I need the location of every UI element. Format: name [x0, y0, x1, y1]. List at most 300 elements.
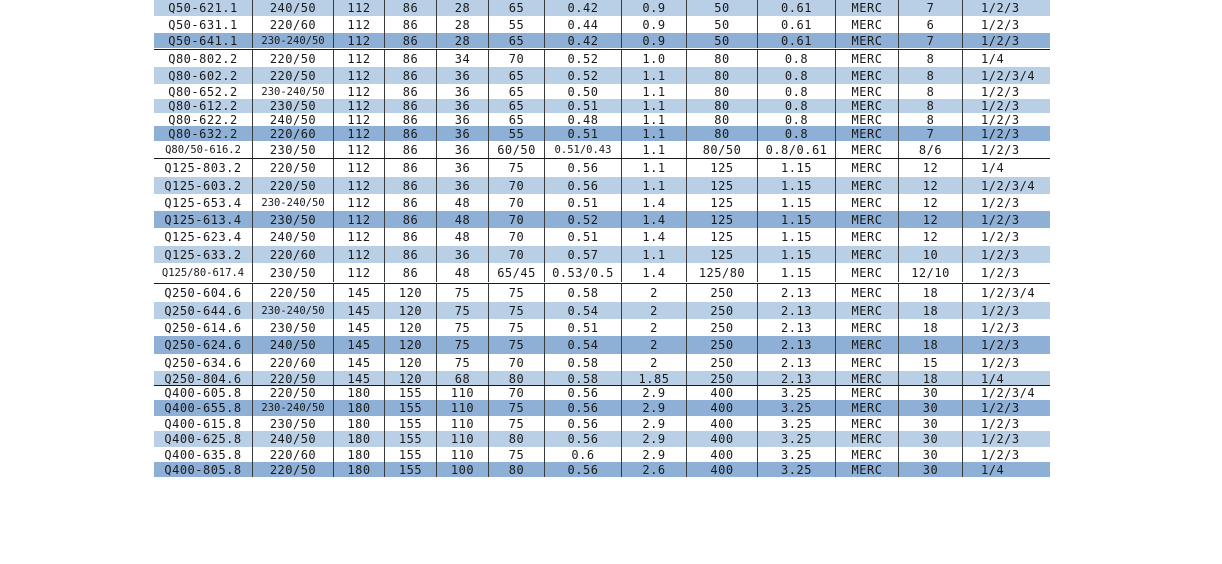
cell-model: Q50-631.1: [154, 16, 253, 33]
table-row: [154, 246, 1050, 263]
cell-voltage: 230-240/50: [253, 84, 334, 99]
cell-col-11: MERC: [836, 0, 899, 16]
cell-col-6: 70: [489, 211, 545, 228]
cell-col-10: 1.15: [758, 159, 836, 177]
cell-model: Q125-653.4: [154, 194, 253, 211]
cell-col-12: 30: [899, 431, 963, 447]
cell-col-7: 0.6: [545, 447, 622, 462]
cell-col-11: MERC: [836, 126, 899, 141]
cell-voltage: 230/50: [253, 141, 334, 159]
table-row: [154, 67, 1050, 84]
table-row: [154, 0, 1050, 16]
cell-col-6: 80: [489, 462, 545, 477]
cell-col-6: 65: [489, 33, 545, 48]
cell-voltage: 230-240/50: [253, 33, 334, 48]
cell-col-9: 80: [687, 84, 758, 99]
cell-col-7: 0.58: [545, 354, 622, 371]
cell-col-11: MERC: [836, 302, 899, 319]
cell-model: Q400-605.8: [154, 386, 253, 400]
cell-col-3: 112: [334, 67, 385, 84]
cell-col-7: 0.52: [545, 211, 622, 228]
cell-col-8: 1.1: [622, 84, 687, 99]
cell-col-10: 0.8: [758, 99, 836, 113]
cell-col-8: 2.9: [622, 431, 687, 447]
cell-col-10: 0.8/0.61: [758, 141, 836, 159]
cell-model: Q250-614.6: [154, 319, 253, 336]
table-row: [154, 126, 1050, 141]
cell-col-4: 86: [385, 211, 437, 228]
cell-col-6: 55: [489, 126, 545, 141]
cell-voltage: 220/50: [253, 159, 334, 177]
cell-col-10: 2.13: [758, 302, 836, 319]
cell-col-3: 145: [334, 302, 385, 319]
cell-col-4: 86: [385, 228, 437, 246]
cell-col-11: MERC: [836, 16, 899, 33]
cell-col-4: 86: [385, 159, 437, 177]
cell-col-5: 28: [437, 33, 489, 48]
cell-col-4: 86: [385, 141, 437, 159]
cell-col-3: 112: [334, 33, 385, 48]
cell-voltage: 220/50: [253, 462, 334, 477]
cell-col-10: 1.15: [758, 263, 836, 282]
cell-col-9: 400: [687, 400, 758, 416]
cell-col-11: MERC: [836, 99, 899, 113]
cell-model: Q400-655.8: [154, 400, 253, 416]
table-row: [154, 16, 1050, 33]
cell-col-8: 1.1: [622, 67, 687, 84]
cell-col-5: 28: [437, 16, 489, 33]
cell-col-9: 80/50: [687, 141, 758, 159]
cell-col-6: 60/50: [489, 141, 545, 159]
cell-col-7: 0.52: [545, 50, 622, 67]
cell-col-9: 80: [687, 67, 758, 84]
cell-col-8: 2.9: [622, 416, 687, 431]
cell-model: Q125-603.2: [154, 177, 253, 194]
cell-col-13: 1/2/3: [981, 113, 1020, 126]
cell-col-6: 70: [489, 228, 545, 246]
cell-voltage: 220/60: [253, 354, 334, 371]
cell-col-6: 75: [489, 159, 545, 177]
cell-col-8: 1.1: [622, 99, 687, 113]
cell-col-11: MERC: [836, 113, 899, 126]
cell-col-13: 1/2/3: [981, 126, 1020, 141]
table-row: [154, 371, 1050, 386]
cell-col-3: 180: [334, 400, 385, 416]
cell-col-4: 86: [385, 194, 437, 211]
cell-model: Q80-652.2: [154, 84, 253, 99]
cell-col-7: 0.50: [545, 84, 622, 99]
cell-col-12: 30: [899, 386, 963, 400]
cell-col-9: 250: [687, 371, 758, 386]
cell-voltage: 240/50: [253, 336, 334, 354]
cell-col-10: 3.25: [758, 400, 836, 416]
cell-col-4: 86: [385, 177, 437, 194]
cell-model: Q125-613.4: [154, 211, 253, 228]
cell-col-11: MERC: [836, 416, 899, 431]
cell-col-11: MERC: [836, 371, 899, 386]
cell-col-12: 6: [899, 16, 963, 33]
cell-col-6: 70: [489, 50, 545, 67]
cell-col-6: 70: [489, 386, 545, 400]
cell-col-13: 1/2/3: [981, 447, 1020, 462]
cell-col-13: 1/2/3: [981, 401, 1020, 415]
cell-col-11: MERC: [836, 141, 899, 159]
cell-col-6: 80: [489, 371, 545, 386]
cell-voltage: 230/50: [253, 416, 334, 431]
cell-col-6: 75: [489, 400, 545, 416]
table-row: [154, 386, 1050, 400]
cell-col-3: 112: [334, 84, 385, 99]
cell-model: Q250-804.6: [154, 371, 253, 386]
cell-col-9: 400: [687, 386, 758, 400]
cell-col-9: 250: [687, 354, 758, 371]
cell-col-8: 1.1: [622, 126, 687, 141]
cell-col-11: MERC: [836, 336, 899, 354]
cell-model: Q80-602.2: [154, 67, 253, 84]
cell-model: Q400-625.8: [154, 431, 253, 447]
cell-col-13: 1/2/3: [981, 195, 1020, 210]
cell-col-13: 1/2/3/4: [981, 286, 1036, 300]
cell-col-7: 0.51/0.43: [545, 141, 622, 159]
cell-voltage: 230-240/50: [253, 194, 334, 211]
cell-col-12: 12: [899, 177, 963, 194]
cell-col-12: 18: [899, 284, 963, 302]
cell-col-6: 70: [489, 177, 545, 194]
cell-col-7: 0.54: [545, 336, 622, 354]
cell-col-4: 86: [385, 33, 437, 48]
cell-col-9: 125: [687, 211, 758, 228]
cell-col-6: 75: [489, 284, 545, 302]
cell-col-12: 30: [899, 416, 963, 431]
cell-col-6: 65: [489, 99, 545, 113]
cell-col-9: 80: [687, 99, 758, 113]
cell-col-7: 0.56: [545, 416, 622, 431]
cell-col-4: 155: [385, 400, 437, 416]
cell-col-12: 18: [899, 336, 963, 354]
cell-col-13: 1/2/3: [981, 355, 1020, 370]
cell-col-12: 10: [899, 246, 963, 263]
cell-col-9: 250: [687, 284, 758, 302]
cell-col-4: 86: [385, 263, 437, 282]
cell-col-8: 2: [622, 302, 687, 319]
cell-col-7: 0.54: [545, 302, 622, 319]
cell-model: Q50-621.1: [154, 0, 253, 16]
cell-col-3: 145: [334, 354, 385, 371]
cell-col-11: MERC: [836, 211, 899, 228]
cell-voltage: 240/50: [253, 0, 334, 16]
cell-col-3: 112: [334, 194, 385, 211]
cell-col-7: 0.44: [545, 16, 622, 33]
cell-col-3: 180: [334, 462, 385, 477]
cell-col-11: MERC: [836, 462, 899, 477]
group-divider: [154, 158, 1050, 159]
cell-col-5: 36: [437, 177, 489, 194]
cell-voltage: 220/60: [253, 447, 334, 462]
cell-col-5: 36: [437, 113, 489, 126]
cell-col-11: MERC: [836, 228, 899, 246]
cell-col-10: 0.61: [758, 0, 836, 16]
cell-col-7: 0.51: [545, 319, 622, 336]
cell-col-3: 180: [334, 431, 385, 447]
cell-col-4: 120: [385, 354, 437, 371]
cell-col-13: 1/2/3: [981, 17, 1020, 32]
cell-col-12: 12: [899, 228, 963, 246]
cell-col-10: 0.8: [758, 113, 836, 126]
cell-col-10: 1.15: [758, 211, 836, 228]
cell-col-5: 28: [437, 0, 489, 16]
cell-col-3: 112: [334, 141, 385, 159]
cell-col-10: 0.8: [758, 50, 836, 67]
cell-voltage: 230-240/50: [253, 302, 334, 319]
cell-col-6: 70: [489, 194, 545, 211]
cell-voltage: 230/50: [253, 319, 334, 336]
cell-col-12: 12: [899, 211, 963, 228]
cell-col-10: 2.13: [758, 284, 836, 302]
cell-col-12: 15: [899, 354, 963, 371]
cell-col-11: MERC: [836, 84, 899, 99]
cell-col-13: 1/2/3: [981, 84, 1020, 99]
cell-col-9: 250: [687, 319, 758, 336]
cell-col-3: 112: [334, 246, 385, 263]
cell-col-8: 2.9: [622, 386, 687, 400]
cell-col-3: 112: [334, 16, 385, 33]
cell-voltage: 220/60: [253, 16, 334, 33]
cell-col-11: MERC: [836, 159, 899, 177]
cell-model: Q80-612.2: [154, 99, 253, 113]
cell-col-4: 86: [385, 246, 437, 263]
cell-col-7: 0.53/0.5: [545, 263, 622, 282]
cell-col-8: 1.0: [622, 50, 687, 67]
cell-voltage: 220/50: [253, 67, 334, 84]
cell-col-7: 0.42: [545, 33, 622, 48]
cell-model: Q50-641.1: [154, 33, 253, 48]
cell-col-6: 65: [489, 67, 545, 84]
cell-col-3: 145: [334, 284, 385, 302]
cell-col-4: 86: [385, 84, 437, 99]
cell-col-5: 75: [437, 284, 489, 302]
cell-col-5: 36: [437, 126, 489, 141]
cell-col-7: 0.51: [545, 194, 622, 211]
cell-col-12: 7: [899, 0, 963, 16]
cell-col-5: 75: [437, 354, 489, 371]
cell-col-12: 8: [899, 50, 963, 67]
cell-col-8: 0.9: [622, 0, 687, 16]
cell-col-8: 1.1: [622, 246, 687, 263]
cell-col-5: 36: [437, 99, 489, 113]
cell-col-11: MERC: [836, 431, 899, 447]
cell-col-13: 1/2/3: [981, 247, 1020, 262]
cell-col-9: 125: [687, 177, 758, 194]
cell-col-3: 180: [334, 447, 385, 462]
cell-col-13: 1/2/3/4: [981, 178, 1036, 193]
cell-voltage: 220/50: [253, 177, 334, 194]
cell-model: Q80/50-616.2: [154, 141, 253, 159]
cell-col-10: 2.13: [758, 319, 836, 336]
cell-col-10: 0.61: [758, 16, 836, 33]
cell-col-10: 1.15: [758, 194, 836, 211]
cell-col-10: 2.13: [758, 354, 836, 371]
cell-col-3: 112: [334, 211, 385, 228]
cell-col-8: 0.9: [622, 16, 687, 33]
cell-col-3: 145: [334, 336, 385, 354]
cell-col-12: 8: [899, 67, 963, 84]
cell-col-6: 65: [489, 84, 545, 99]
cell-col-5: 110: [437, 431, 489, 447]
cell-col-8: 2: [622, 354, 687, 371]
cell-col-3: 145: [334, 371, 385, 386]
cell-col-10: 3.25: [758, 416, 836, 431]
cell-col-4: 86: [385, 126, 437, 141]
cell-col-4: 120: [385, 319, 437, 336]
cell-col-4: 86: [385, 99, 437, 113]
cell-col-13: 1/2/3: [981, 33, 1020, 48]
cell-col-4: 155: [385, 462, 437, 477]
cell-col-7: 0.56: [545, 177, 622, 194]
cell-col-9: 250: [687, 336, 758, 354]
cell-col-4: 86: [385, 50, 437, 67]
cell-model: Q80-632.2: [154, 126, 253, 141]
cell-col-12: 7: [899, 33, 963, 48]
cell-voltage: 240/50: [253, 113, 334, 126]
cell-col-7: 0.58: [545, 284, 622, 302]
cell-col-6: 70: [489, 354, 545, 371]
cell-voltage: 220/50: [253, 50, 334, 67]
cell-col-13: 1/4: [981, 51, 1005, 66]
cell-col-7: 0.58: [545, 371, 622, 386]
cell-col-3: 112: [334, 263, 385, 282]
cell-col-10: 1.15: [758, 228, 836, 246]
cell-col-9: 250: [687, 302, 758, 319]
cell-col-3: 112: [334, 159, 385, 177]
cell-col-13: 1/2/3: [981, 338, 1020, 352]
cell-col-9: 50: [687, 16, 758, 33]
cell-voltage: 230/50: [253, 263, 334, 282]
table-row: [154, 99, 1050, 113]
cell-col-13: 1/2/3: [981, 1, 1020, 15]
cell-col-3: 112: [334, 0, 385, 16]
cell-col-7: 0.56: [545, 431, 622, 447]
group-divider: [154, 283, 1050, 284]
cell-col-11: MERC: [836, 263, 899, 282]
cell-col-8: 2: [622, 284, 687, 302]
cell-col-3: 112: [334, 113, 385, 126]
cell-model: Q250-604.6: [154, 284, 253, 302]
cell-col-12: 8/6: [899, 141, 963, 159]
cell-col-3: 112: [334, 177, 385, 194]
cell-col-8: 1.85: [622, 371, 687, 386]
cell-col-4: 86: [385, 0, 437, 16]
cell-col-5: 36: [437, 246, 489, 263]
cell-voltage: 220/50: [253, 371, 334, 386]
cell-col-12: 18: [899, 371, 963, 386]
cell-voltage: 220/50: [253, 386, 334, 400]
cell-col-10: 3.25: [758, 462, 836, 477]
cell-col-13: 1/2/3: [981, 320, 1020, 335]
cell-col-6: 75: [489, 336, 545, 354]
cell-col-7: 0.56: [545, 400, 622, 416]
cell-voltage: 240/50: [253, 228, 334, 246]
cell-col-11: MERC: [836, 319, 899, 336]
cell-col-10: 2.13: [758, 371, 836, 386]
cell-voltage: 230/50: [253, 99, 334, 113]
cell-col-10: 3.25: [758, 431, 836, 447]
cell-col-13: 1/2/3: [981, 265, 1020, 280]
cell-col-11: MERC: [836, 447, 899, 462]
cell-col-5: 110: [437, 416, 489, 431]
cell-col-11: MERC: [836, 67, 899, 84]
cell-col-13: 1/2/3: [981, 416, 1020, 431]
cell-col-6: 75: [489, 302, 545, 319]
group-divider: [154, 49, 1050, 50]
cell-col-4: 120: [385, 371, 437, 386]
cell-col-8: 2: [622, 336, 687, 354]
cell-col-7: 0.51: [545, 228, 622, 246]
cell-col-8: 2: [622, 319, 687, 336]
cell-col-5: 34: [437, 50, 489, 67]
cell-col-6: 55: [489, 16, 545, 33]
cell-col-13: 1/2/3: [981, 432, 1020, 446]
cell-col-3: 112: [334, 126, 385, 141]
cell-col-7: 0.48: [545, 113, 622, 126]
cell-col-5: 48: [437, 194, 489, 211]
cell-col-12: 8: [899, 113, 963, 126]
table-row: [154, 84, 1050, 99]
cell-col-8: 2.6: [622, 462, 687, 477]
cell-col-3: 112: [334, 50, 385, 67]
cell-col-11: MERC: [836, 386, 899, 400]
cell-col-5: 100: [437, 462, 489, 477]
table-row: [154, 194, 1050, 211]
cell-col-6: 75: [489, 447, 545, 462]
cell-col-8: 1.1: [622, 141, 687, 159]
cell-col-8: 1.1: [622, 113, 687, 126]
cell-col-8: 1.4: [622, 211, 687, 228]
cell-col-12: 12/10: [899, 263, 963, 282]
cell-model: Q80-802.2: [154, 50, 253, 67]
cell-col-9: 80: [687, 50, 758, 67]
table-row: [154, 319, 1050, 336]
cell-col-13: 1/4: [981, 371, 1005, 386]
cell-model: Q80-622.2: [154, 113, 253, 126]
cell-col-4: 120: [385, 302, 437, 319]
cell-col-5: 48: [437, 263, 489, 282]
cell-col-5: 36: [437, 67, 489, 84]
cell-col-9: 125: [687, 246, 758, 263]
cell-col-8: 1.1: [622, 159, 687, 177]
cell-col-10: 0.8: [758, 126, 836, 141]
cell-model: Q400-635.8: [154, 447, 253, 462]
cell-col-13: 1/2/3/4: [981, 68, 1036, 83]
cell-col-12: 18: [899, 302, 963, 319]
cell-col-3: 112: [334, 99, 385, 113]
cell-col-10: 0.8: [758, 84, 836, 99]
cell-col-10: 1.15: [758, 177, 836, 194]
cell-col-10: 0.61: [758, 33, 836, 48]
cell-col-13: 1/2/3: [981, 230, 1020, 244]
cell-col-13: 1/2/3/4: [981, 386, 1036, 400]
cell-col-12: 30: [899, 400, 963, 416]
cell-col-4: 86: [385, 113, 437, 126]
table-row: [154, 263, 1050, 282]
cell-col-6: 65: [489, 0, 545, 16]
cell-model: Q125-803.2: [154, 159, 253, 177]
cell-col-4: 120: [385, 284, 437, 302]
cell-model: Q250-624.6: [154, 336, 253, 354]
cell-col-7: 0.51: [545, 99, 622, 113]
cell-col-8: 0.9: [622, 33, 687, 48]
cell-col-5: 48: [437, 211, 489, 228]
cell-col-5: 36: [437, 84, 489, 99]
